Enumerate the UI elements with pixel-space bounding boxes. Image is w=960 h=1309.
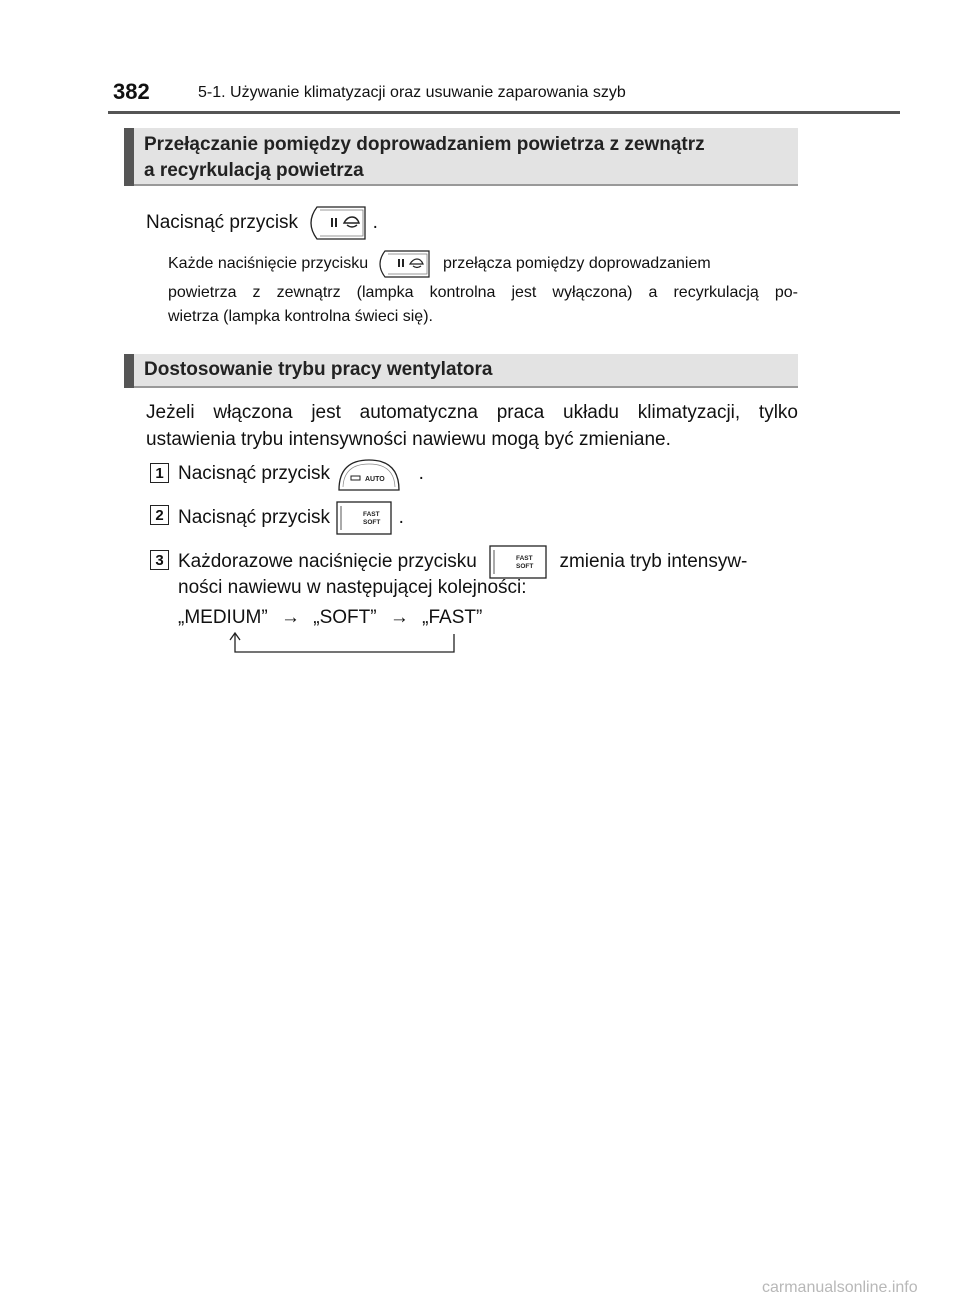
step-3-text: Każdorazowe naciśnięcie przycisku: [178, 551, 477, 573]
fast-label: FAST: [363, 511, 380, 518]
step-number-3: 3: [150, 550, 169, 570]
watermark: carmanualsonline.info: [762, 1279, 918, 1296]
arrow-right-icon: →: [389, 607, 409, 628]
arrow-right-icon: →: [280, 607, 300, 628]
recirculation-button-icon-small: [373, 249, 431, 279]
note-line3: wietrza (lampka kontrolna świeci się).: [168, 308, 433, 325]
step-number-2: 2: [150, 505, 169, 525]
step-2-period: .: [398, 507, 404, 529]
soft-label: SOFT: [516, 563, 534, 570]
instruction-recirculation: [146, 205, 378, 241]
step-1-text: Nacisnąć przycisk: [178, 463, 331, 485]
step-1-period: .: [418, 463, 424, 485]
fan-mode-sequence: [178, 605, 482, 631]
section-header-bar: [124, 128, 134, 186]
recirculation-button-icon: [303, 205, 367, 241]
note-text: Każde naciśnięcie przycisku: [168, 255, 369, 273]
section-header-fan-mode: [124, 354, 798, 388]
sequence-fast: „FAST”: [422, 607, 483, 628]
section-title-line2: a recyrkulacją powietrza: [144, 160, 364, 181]
loop-back-arrow-icon: [220, 630, 470, 656]
fast-label: FAST: [516, 555, 533, 562]
sequence-soft: „SOFT”: [313, 607, 377, 628]
step-1: [178, 456, 424, 492]
section-header-bar: [124, 354, 134, 388]
auto-button-icon: [335, 456, 403, 492]
step-2-text: Nacisnąć przycisk: [178, 507, 331, 529]
note-line2: powietrza z zewnątrz (lampka kontrolna jest wyłączona) a recyrkulacją po-: [168, 284, 798, 301]
intro-line1: Jeżeli włączona jest automatyczna praca układu klimatyzacji, tylko: [146, 402, 798, 423]
auto-label: AUTO: [365, 476, 386, 483]
step-3-text-continued: zmienia tryb intensyw-: [559, 551, 748, 573]
instruction-text: Nacisnąć przycisk: [146, 212, 299, 234]
note-line1: [168, 249, 711, 279]
sequence-medium: „MEDIUM”: [178, 607, 268, 628]
step-number-1: 1: [150, 463, 169, 483]
step-3-line2: ności nawiewu w następującej kolejności:: [178, 577, 527, 598]
section-title: Dostosowanie trybu pracy wentylatora: [144, 359, 493, 380]
fast-soft-button-icon: [335, 500, 393, 536]
intro-line2: ustawienia trybu intensywności nawiewu mogą być zmieniane.: [146, 429, 671, 450]
chapter-title: 5-1. Używanie klimatyzacji oraz usuwanie zaparowania szyb: [198, 84, 626, 101]
section-header-recirculation: [124, 128, 798, 186]
step-2: [178, 500, 404, 536]
instruction-period: .: [372, 212, 378, 234]
section-title-line1: Przełączanie pomiędzy doprowadzaniem powietrza z zewnątrz: [144, 134, 705, 155]
page-number: 382: [113, 79, 150, 104]
note-text-continued: przełącza pomiędzy doprowadzaniem: [443, 255, 711, 273]
soft-label: SOFT: [363, 519, 381, 526]
header-rule: [108, 111, 900, 114]
